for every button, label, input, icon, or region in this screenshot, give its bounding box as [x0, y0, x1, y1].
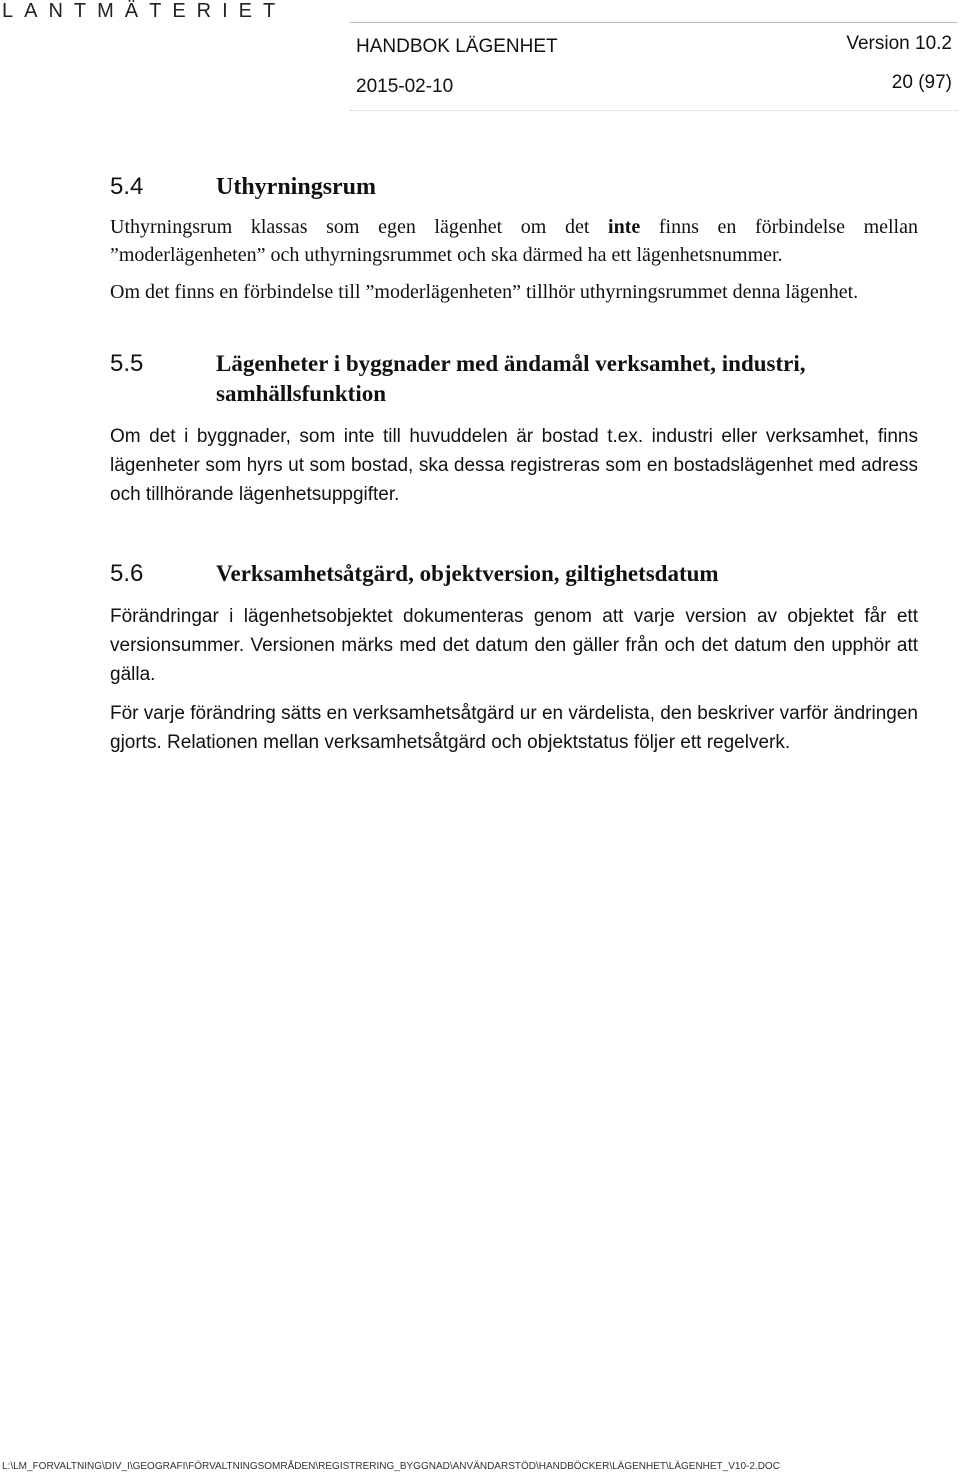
section-title: Verksamhetsåtgärd, objektversion, giltighetsdatum	[216, 561, 719, 586]
paragraph	[110, 602, 918, 689]
section-number: 5.4	[110, 173, 144, 200]
section-heading-5-6	[110, 559, 918, 589]
paragraph: Om det finns en förbindelse till ”moderlägenheten” tillhör uthyrningsrummet denna lägenhet.	[110, 281, 859, 303]
paragraph-text: För varje förändring sätts en verksamhetsåtgärd ur en värdelista, den beskriver varför ändringen gjorts.	[110, 703, 918, 753]
paragraph-text: industri eller verksamhet, finns lägenheter som hyrs ut som bostad, ska dessa registreras som en bostadslägenhet med adress och tillhörande lägenhetsuppgifter.	[110, 426, 919, 505]
paragraph-text: Versionen märks med det datum den gäller från och det datum den upphör att gälla.	[110, 635, 918, 685]
paragraph	[110, 422, 918, 509]
paragraph-text: finns en förbindelse mellan ”moderlägenheten” och uthyrningsrummet och ska därmed ha ett lägenhetsnummer.	[110, 216, 918, 266]
paragraph-text: Relationen mellan verksamhetsåtgärd och objektstatus följer ett regelverk.	[161, 732, 791, 753]
section-heading-5-5	[110, 349, 918, 409]
section-title-line: samhällsfunktion	[216, 381, 387, 406]
header-bottom-divider	[350, 110, 958, 111]
emphasis-text: inte	[608, 216, 641, 238]
paragraph-text: Om det i byggnader, som inte till huvuddelen är bostad t.ex.	[110, 426, 644, 447]
document-date: 2015-02-10	[356, 76, 454, 97]
section-heading-5-4	[110, 172, 918, 202]
file-path: L:\LM_FORVALTNING\DIV_I\GEOGRAFI\FÖRVALTNINGSOMRÅDEN\REGISTRERING_BYGGNAD\ANVÄNDARSTÖD\HANDBÖCKER\LÄGENHET\LÄGENHET_V10-2.DOC	[2, 1461, 780, 1472]
document-version: Version 10.2	[846, 33, 952, 54]
section-title: Uthyrningsrum	[216, 174, 377, 200]
page-body	[110, 170, 918, 757]
paragraph	[110, 699, 918, 757]
organization-name: LANTMÄTERIET	[2, 0, 287, 22]
paragraph-text: Uthyrningsrum klassas som egen lägenhet om det	[110, 216, 609, 238]
page-number: 20 (97)	[891, 72, 952, 93]
section-title-line: Lägenheter i byggnader med ändamål verksamhet, industri,	[216, 351, 806, 376]
header-divider	[350, 22, 958, 23]
paragraph	[110, 213, 918, 269]
section-number: 5.5	[110, 350, 144, 377]
section-number: 5.6	[110, 560, 144, 587]
paragraph-text: Förändringar i lägenhetsobjektet dokumenteras genom att varje version av objektet får ett versionsummer.	[110, 606, 918, 656]
document-title: HANDBOK LÄGENHET	[356, 36, 558, 57]
